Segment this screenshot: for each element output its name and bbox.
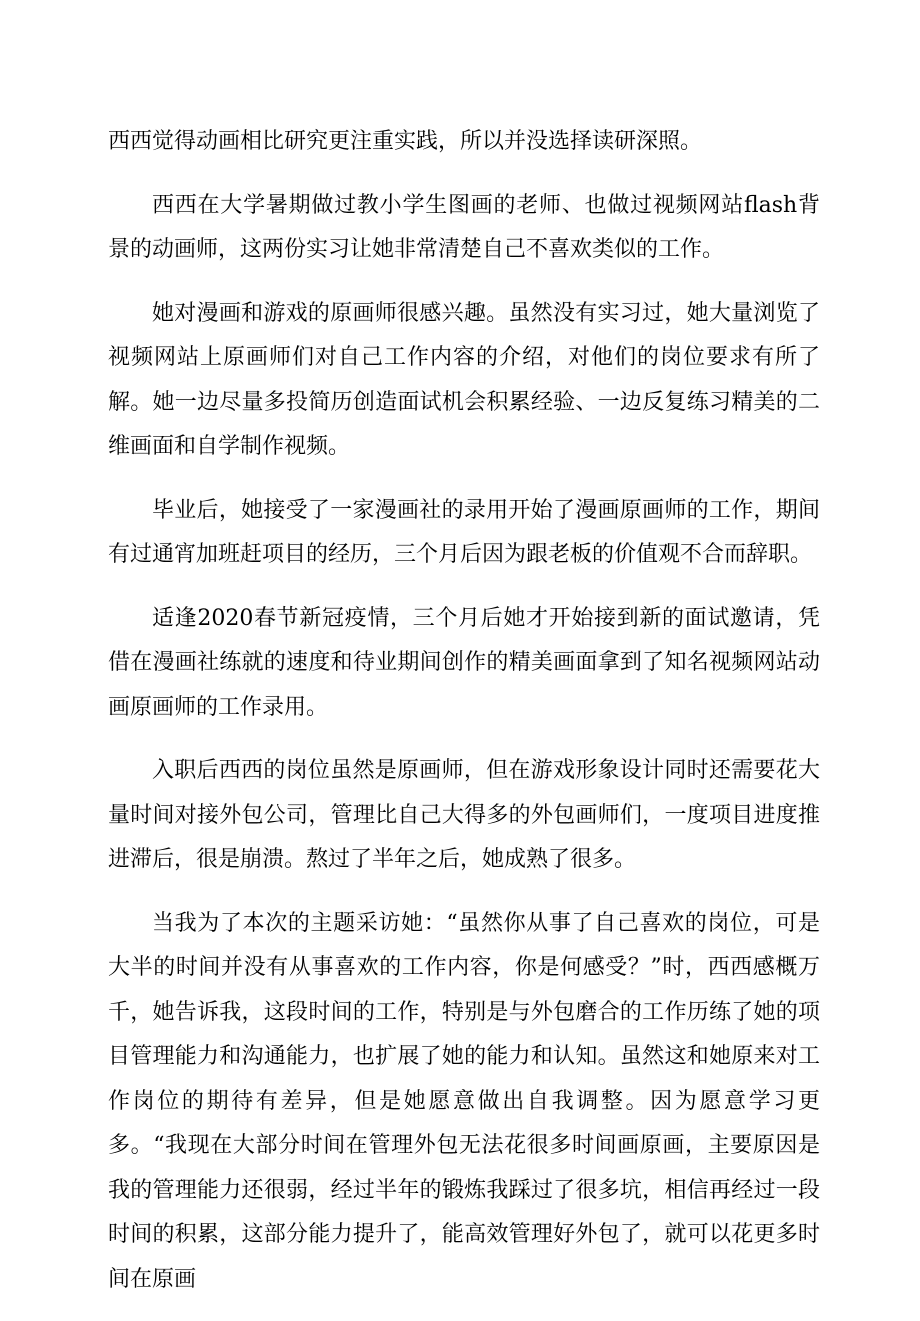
paragraph-6: 入职后西西的岗位虽然是原画师，但在游戏形象设计同时还需要花大量时间对接外包公司，管理比自己大得多的外包画师们，一度项目进度推进滞后，很是崩溃。熬过了半年之后，她成熟了很多。	[108, 758, 820, 872]
paragraph-7: 当我为了本次的主题采访她：“虽然你从事了自己喜欢的岗位，可是大半的时间并没有从事喜欢的工作内容，你是何感受？”时，西西感概万千，她告诉我，这段时间的工作，特别是与外包磨合的工作历练了她的项目管理能力和沟通能力，也扩展了她的能力和认知。虽然这和她原来对工作岗位的期待有差异，但是她愿意做出自我调整。因为愿意学习更多。“我现在大部分时间在管理外包无法花很多时间画原画，主要原因是我的管理能力还很弱，经过半年的锻炼我踩过了很多坑，相信再经过一段时间的积累，这部分能力提升了，能高效管理好外包了，就可以花更多时间在原画	[108, 910, 820, 1292]
paragraph-4: 毕业后，她接受了一家漫画社的录用开始了漫画原画师的工作，期间有过通宵加班赶项目的经历，三个月后因为跟老板的价值观不合而辞职。	[108, 497, 820, 567]
paragraph-2: 西西在大学暑期做过教小学生图画的老师、也做过视频网站flash背景的动画师，这两份实习让她非常清楚自己不喜欢类似的工作。	[108, 192, 820, 262]
paragraph-3: 她对漫画和游戏的原画师很感兴趣。虽然没有实习过，她大量浏览了视频网站上原画师们对自己工作内容的介绍，对他们的岗位要求有所了解。她一边尽量多投简历创造面试机会积累经验、一边反复练习精美的二维画面和自学制作视频。	[108, 300, 820, 459]
paragraph-5: 适逢2020春节新冠疫情，三个月后她才开始接到新的面试邀请，凭借在漫画社练就的速度和待业期间创作的精美画面拿到了知名视频网站动画原画师的工作录用。	[108, 605, 820, 720]
document-body	[108, 120, 820, 1321]
paragraph-1: 西西觉得动画相比研究更注重实践，所以并没选择读研深照。	[108, 129, 703, 154]
